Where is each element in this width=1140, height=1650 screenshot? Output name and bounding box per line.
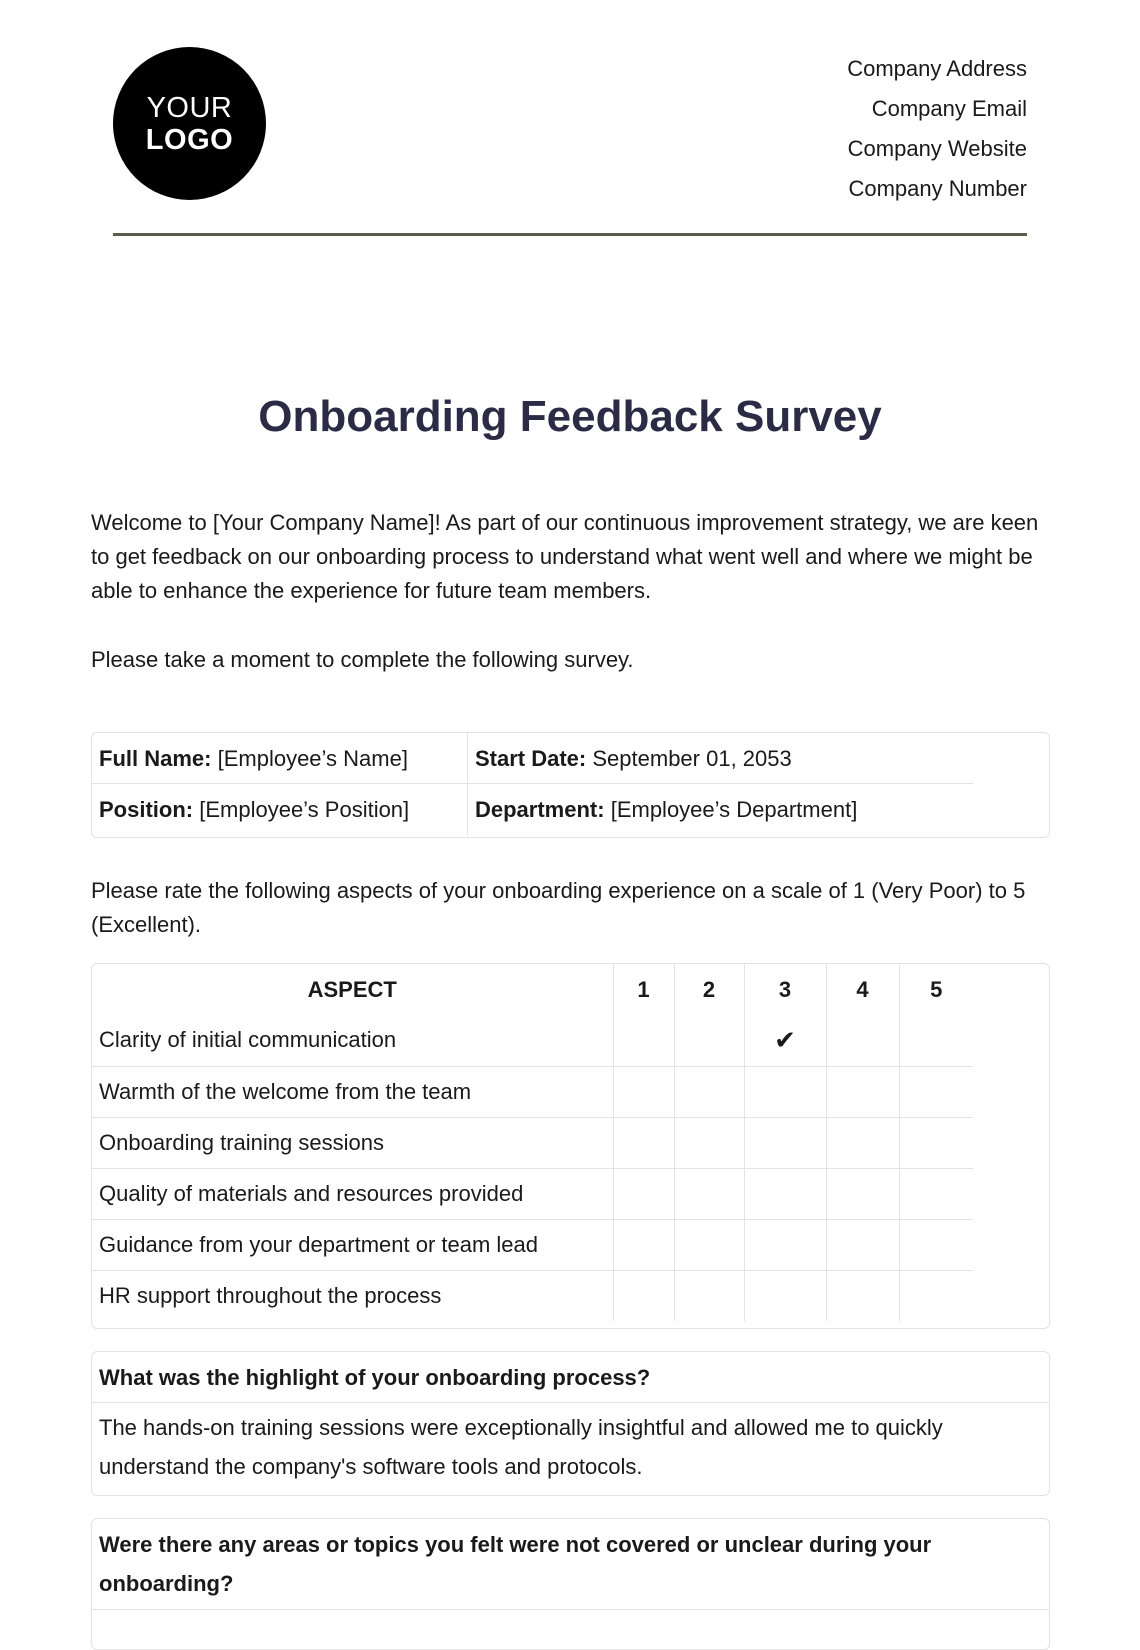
rating-header-row bbox=[92, 964, 973, 1015]
answer-2 bbox=[92, 1610, 1049, 1620]
full-name-label: Full Name: bbox=[99, 746, 212, 771]
question-2: Were there any areas or topics you felt were not covered or unclear during your onboarding? bbox=[92, 1519, 1049, 1610]
score-cell-3[interactable] bbox=[744, 1219, 826, 1270]
question-card-1 bbox=[91, 1351, 1050, 1496]
header-aspect: ASPECT bbox=[92, 964, 613, 1015]
document-header bbox=[113, 47, 1027, 237]
score-cell-4[interactable] bbox=[826, 1015, 899, 1066]
instruction-paragraph: Please take a moment to complete the following survey. bbox=[91, 647, 634, 672]
score-cell-3[interactable] bbox=[744, 1117, 826, 1168]
position-value: [Employee’s Position] bbox=[199, 797, 410, 822]
intro-paragraph: Welcome to [Your Company Name]! As part of our continuous improvement strategy, we are keen to get feedback on our onboarding process to understand what went well and where we might be able to enhance the experience for future team members. bbox=[91, 510, 1039, 603]
score-cell-2[interactable] bbox=[674, 1015, 744, 1066]
header-score-3: 3 bbox=[744, 964, 826, 1015]
score-cell-5[interactable] bbox=[899, 1270, 973, 1321]
question-card-2 bbox=[91, 1518, 1050, 1650]
score-cell-5[interactable] bbox=[899, 1015, 973, 1066]
score-cell-2[interactable] bbox=[674, 1168, 744, 1219]
score-cell-2[interactable] bbox=[674, 1219, 744, 1270]
score-cell-3[interactable] bbox=[744, 1015, 826, 1066]
score-cell-2[interactable] bbox=[674, 1066, 744, 1117]
company-address: Company Address bbox=[847, 56, 1027, 81]
rating-row bbox=[92, 1219, 973, 1270]
score-cell-4[interactable] bbox=[826, 1219, 899, 1270]
company-email: Company Email bbox=[871, 96, 1027, 121]
company-website: Company Website bbox=[847, 136, 1027, 161]
rating-table-card bbox=[91, 963, 1050, 1329]
company-logo bbox=[113, 47, 266, 200]
header-score-5: 5 bbox=[930, 976, 943, 1002]
header-score-1: 1 bbox=[613, 964, 674, 1015]
start-date-cell bbox=[468, 733, 973, 784]
employee-info-table bbox=[91, 732, 1050, 838]
department-cell bbox=[468, 784, 973, 835]
company-details bbox=[847, 49, 1027, 209]
header-score-4: 4 bbox=[826, 964, 899, 1015]
aspect-label: HR support throughout the process bbox=[92, 1270, 613, 1321]
rating-row bbox=[92, 1270, 973, 1321]
rating-table bbox=[92, 964, 973, 1321]
position-cell bbox=[92, 784, 468, 835]
score-cell-1[interactable] bbox=[613, 1015, 674, 1066]
rating-row bbox=[92, 1117, 973, 1168]
score-cell-5[interactable] bbox=[899, 1117, 973, 1168]
score-cell-5[interactable] bbox=[899, 1219, 973, 1270]
score-cell-4[interactable] bbox=[826, 1270, 899, 1321]
aspect-label: Clarity of initial communication bbox=[92, 1015, 613, 1066]
score-cell-2[interactable] bbox=[674, 1270, 744, 1321]
aspect-label: Guidance from your department or team lead bbox=[92, 1219, 613, 1270]
score-cell-3[interactable] bbox=[744, 1168, 826, 1219]
full-name-cell bbox=[92, 733, 468, 784]
check-mark-icon: ✔ bbox=[774, 1024, 796, 1055]
score-cell-4[interactable] bbox=[826, 1168, 899, 1219]
question-1: What was the highlight of your onboarding process? bbox=[92, 1352, 1049, 1403]
score-cell-1[interactable] bbox=[613, 1117, 674, 1168]
score-cell-1[interactable] bbox=[613, 1168, 674, 1219]
start-date-value: September 01, 2053 bbox=[592, 746, 792, 771]
full-name-value: [Employee’s Name] bbox=[217, 746, 408, 771]
answer-1: The hands-on training sessions were exceptionally insightful and allowed me to quickly understand the company's software tools and protocols. bbox=[99, 1415, 943, 1479]
score-cell-4[interactable] bbox=[826, 1066, 899, 1117]
rating-instruction: Please rate the following aspects of your onboarding experience on a scale of 1 (Very Poor) to 5 (Excellent). bbox=[91, 878, 1026, 937]
logo-line-1: YOUR bbox=[146, 91, 233, 124]
score-cell-4[interactable] bbox=[826, 1117, 899, 1168]
aspect-label: Onboarding training sessions bbox=[92, 1117, 613, 1168]
aspect-label: Quality of materials and resources provided bbox=[92, 1168, 613, 1219]
score-cell-5[interactable] bbox=[899, 1066, 973, 1117]
score-cell-1[interactable] bbox=[613, 1066, 674, 1117]
score-cell-1[interactable] bbox=[613, 1219, 674, 1270]
score-cell-3[interactable] bbox=[744, 1066, 826, 1117]
rating-row bbox=[92, 1168, 973, 1219]
score-cell-5[interactable] bbox=[899, 1168, 973, 1219]
aspect-label: Warmth of the welcome from the team bbox=[92, 1066, 613, 1117]
start-date-label: Start Date: bbox=[475, 746, 587, 771]
rating-row bbox=[92, 1066, 973, 1117]
rating-row bbox=[92, 1015, 973, 1066]
company-number: Company Number bbox=[848, 176, 1027, 201]
score-cell-3[interactable] bbox=[744, 1270, 826, 1321]
header-score-2: 2 bbox=[674, 964, 744, 1015]
score-cell-1[interactable] bbox=[613, 1270, 674, 1321]
score-cell-2[interactable] bbox=[674, 1117, 744, 1168]
department-label: Department: bbox=[475, 797, 605, 822]
department-value: [Employee’s Department] bbox=[610, 797, 858, 822]
header-divider bbox=[113, 233, 1027, 236]
logo-line-2: LOGO bbox=[145, 123, 234, 156]
position-label: Position: bbox=[99, 797, 194, 822]
page-title: Onboarding Feedback Survey bbox=[258, 392, 882, 441]
